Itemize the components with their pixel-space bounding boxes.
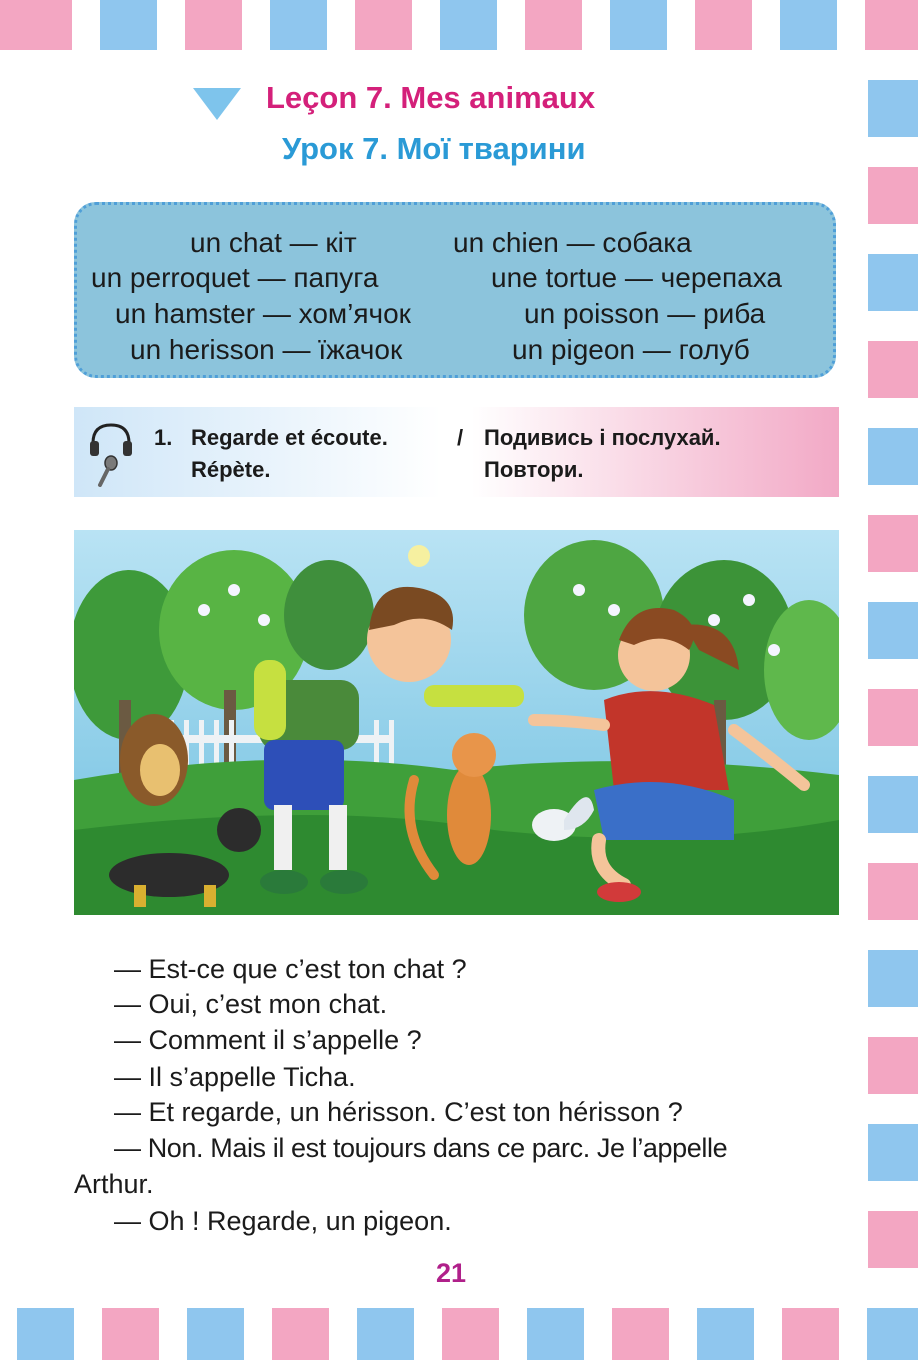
task-fr-line2: Répète. <box>191 457 271 482</box>
dialogue-line: — Et regarde, un hérisson. C’est ton hérisson ? <box>114 1097 683 1127</box>
vocab-item: un perroquet — папуга <box>91 262 379 293</box>
vocab-item: un poisson — риба <box>524 298 766 329</box>
illustration-children-with-pets <box>74 530 839 915</box>
task-instruction <box>74 407 839 497</box>
task-ua-line2: Повтори. <box>484 457 584 482</box>
vocab-item: un chat — кіт <box>190 227 357 258</box>
dialogue-line: — Non. Mais il est toujours dans ce parc. Je l’appelle <box>114 1133 728 1163</box>
task-number: 1. <box>154 425 173 450</box>
dialogue-line: — Comment il s’appelle ? <box>114 1025 422 1055</box>
vocab-item: un chien — собака <box>453 227 692 258</box>
lesson-title-ua: Урок 7. Мої тварини <box>282 131 586 166</box>
dialogue-line: — Oh ! Regarde, un pigeon. <box>114 1206 452 1236</box>
vocabulary-box <box>74 202 836 378</box>
vocab-item: un hamster — хом’ячок <box>115 298 411 329</box>
vocab-item: un herisson — їжачок <box>130 334 403 365</box>
vocab-item: une tortue — черепаха <box>491 262 782 293</box>
triangle-marker-icon <box>193 88 241 120</box>
lesson-title-fr: Leçon 7. Mes animaux <box>266 80 596 115</box>
dialogue-line: — Est-ce que c’est ton chat ? <box>114 954 467 984</box>
page-number: 21 <box>436 1258 467 1288</box>
task-fr-line1: Regarde et écoute. <box>191 425 388 450</box>
headphones-microphone-icon <box>88 421 134 487</box>
task-separator: / <box>457 425 464 450</box>
task-ua-line1: Подивись і послухай. <box>484 425 721 450</box>
dialogue-line: — Il s’appelle Ticha. <box>114 1062 356 1092</box>
dialogue-line: Arthur. <box>74 1169 154 1199</box>
vocab-item: un pigeon — голуб <box>512 334 750 365</box>
dialogue-line: — Oui, c’est mon chat. <box>114 989 388 1019</box>
